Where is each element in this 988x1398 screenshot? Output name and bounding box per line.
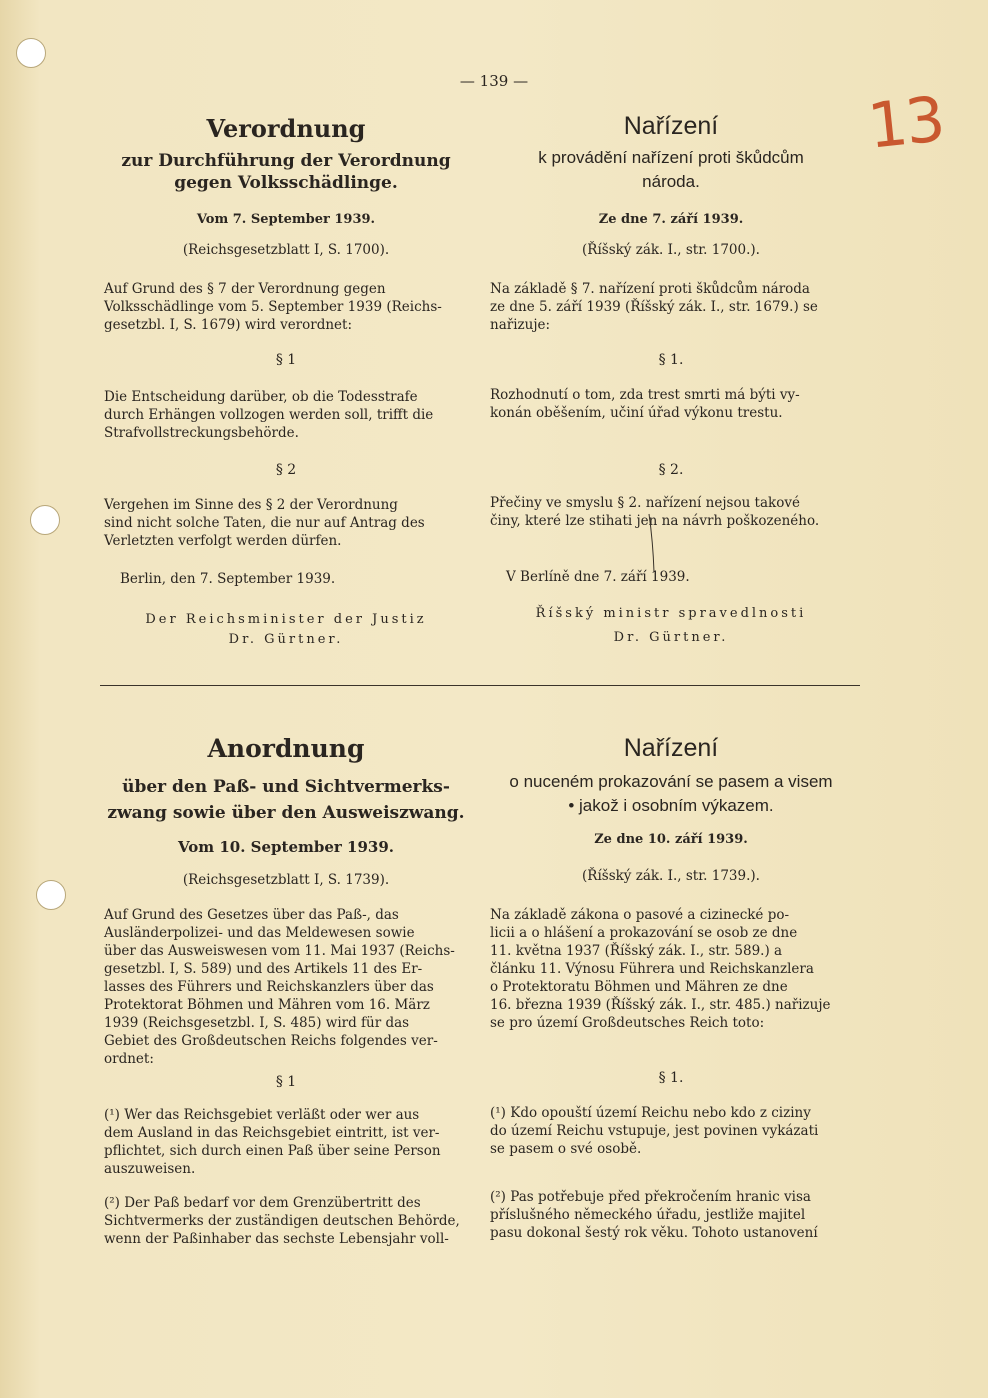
page-number: — 139 — [459,72,529,90]
cz-signature-title: Říšský ministr spravedlnosti [535,606,807,621]
cz-intro: Na základě § 7. nařízení proti škůdcům národa ze dne 5. září 1939 (Říšský zák. I., str. 1679.) se nařizuje: [490,281,818,333]
cz-source: (Říšský zák. I., str. 1700.). [582,242,760,258]
de-paragraph-2-b: (²) Der Paß bedarf vor dem Grenzübertritt des Sichtvermerks der zuständigen deutschen Behörde, wenn der Paßinhaber das sechste Lebensjahr voll- [104,1195,460,1247]
de-subtitle: zur Durchführung der Verordnung gegen Volksschädlinge. [121,151,451,193]
punch-hole [36,880,66,910]
section-divider [100,685,860,686]
cz-subtitle: k provádění nařízení proti škůdcům národa. [538,148,804,191]
de-source: (Reichsgesetzblatt I, S. 1700). [182,242,390,258]
cz-source-2: (Říšský zák. I., str. 1739.). [582,868,760,884]
de-intro: Auf Grund des § 7 der Verordnung gegen Volksschädlinge vom 5. September 1939 (Reichs- gesetzbl. I, S. 1679) wird verordnet: [104,281,442,333]
cz-paragraph-1: Rozhodnutí o tom, zda trest smrti má býti vy- konán oběšením, učiní úřad výkonu trestu. [490,387,800,421]
de-paragraph-2: Vergehen im Sinne des § 2 der Verordnung sind nicht solche Taten, die nur auf Antrag des Verletzten verfolgt werden dürfen. [104,497,425,549]
de-date-2: Vom 10. September 1939. [177,838,394,856]
cz-section-1-b: § 1. [658,1070,684,1086]
handwritten-number: 13 [864,82,947,163]
cz-signature-name: Dr. Gürtner. [613,630,729,645]
de-paragraph-1: Die Entscheidung darüber, ob die Todesstrafe durch Erhängen vollzogen werden soll, trifft die Strafvollstreckungsbehörde. [104,389,434,441]
cz-title-narizeni-2: Nařízení [623,734,719,762]
de-date: Vom 7. September 1939. [196,212,376,227]
de-signature-title: Der Reichsminister der Justiz [145,612,427,627]
cz-section-2: § 2. [658,462,684,478]
de-paragraph-1-b: (¹) Wer das Reichsgebiet verläßt oder wer aus dem Ausland in das Reichsgebiet eintritt, ist ver- pflichtet, sich durch einen Paß über seine Person auszuweisen. [104,1107,441,1177]
de-title-verordnung: Verordnung [206,114,366,143]
de-subtitle-2: über den Paß- und Sichtvermerks- zwang sowie über den Ausweiszwang. [107,777,465,823]
cz-date-2: Ze dne 10. září 1939. [594,832,748,847]
cz-intro-2: Na základě zákona o pasové a cizinecké po- licii a o hlášení a prokazování se osob ze dne 11. května 1937 (Říšský zák. I., str. 589.) a článku 11. Výnosu Führera und Reichskanzlera o Protektoratu Böhmen und Mähren ze dne 16. března 1939 (Říšský zák. I., str. 485.) nařizuje se pro území Großdeutsches Reich toto: [490,907,831,1031]
cz-paragraph-2: Přečiny ve smyslu § 2. nařízení nejsou takové činy, které lze stihati jen na návrh poškozeného. [490,495,820,529]
cz-date: Ze dne 7. září 1939. [598,212,744,227]
punch-hole [16,38,46,68]
de-intro-2: Auf Grund des Gesetzes über das Paß-, das Ausländerpolizei- und das Meldewesen sowie über das Ausweiswesen vom 11. Mai 1937 (Reichs- gesetzbl. I, S. 589) und des Artikels 11 des Er- lasses des Führers und Reichskanzlers über das Protektorat Böhmen und Mähren vom 16. März 1939 (Reichsgesetzbl. I, S. 485) wird für das Gebiet des Großdeutschen Reichs folgendes ver- ordnet: [104,907,455,1067]
cz-paragraph-2-b: (²) Pas potřebuje před překročením hranic visa příslušného německého úřadu, jestliže majitel pasu dokonal šestý rok věku. Tohoto ustanovení [490,1189,818,1241]
de-place-date: Berlin, den 7. September 1939. [120,571,336,587]
cz-section-1: § 1. [658,352,684,368]
cz-title-narizeni: Nařízení [623,112,719,140]
de-section-1-b: § 1 [275,1074,297,1090]
de-source-2: (Reichsgesetzblatt I, S. 1739). [182,872,390,888]
punch-hole [30,505,60,535]
de-section-1: § 1 [275,352,297,368]
de-section-2: § 2 [275,462,297,478]
de-title-anordnung: Anordnung [207,734,365,763]
de-signature-name: Dr. Gürtner. [228,632,344,647]
pencil-mark [648,512,656,574]
cz-place-date: V Berlíně dne 7. září 1939. [506,569,690,585]
cz-subtitle-2: o nuceném prokazování se pasem a visem • jakož i osobním výkazem. [509,772,833,815]
cz-paragraph-1-b: (¹) Kdo opouští území Reichu nebo kdo z ciziny do území Reichu vstupuje, jest povinen vykázati se pasem o své osobě. [490,1105,819,1157]
